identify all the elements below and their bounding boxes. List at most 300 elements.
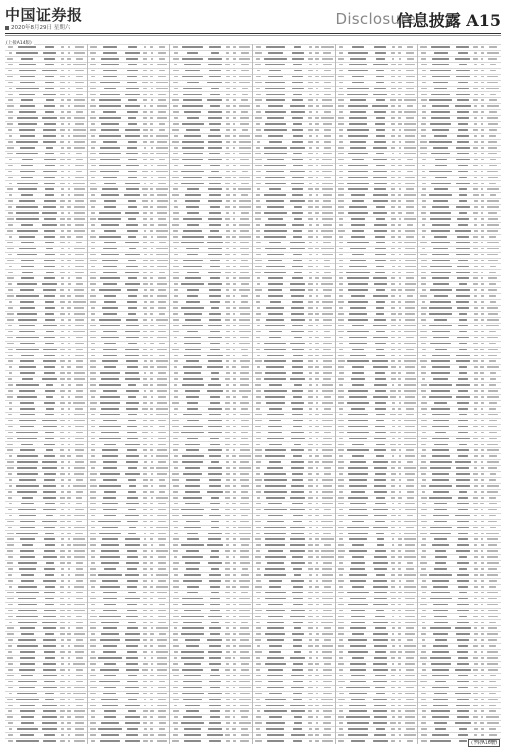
table-row xyxy=(170,596,252,597)
table-cell-text xyxy=(398,343,401,345)
table-cell-text xyxy=(456,46,469,48)
table-cell-text xyxy=(128,99,137,101)
table-cell-text xyxy=(7,277,14,279)
table-row xyxy=(88,714,170,715)
table-row xyxy=(253,341,335,342)
table-cell-text xyxy=(474,455,478,457)
table-cell-text xyxy=(7,675,14,677)
table-cell-text xyxy=(348,135,368,137)
table-cell-text xyxy=(8,360,13,362)
table-cell-text xyxy=(420,153,426,155)
table-cell-text xyxy=(473,503,478,505)
table-row xyxy=(253,382,335,383)
table-cell-text xyxy=(373,171,387,173)
table-cell-text xyxy=(348,473,368,475)
table-cell-text xyxy=(404,681,416,683)
table-cell-text xyxy=(91,141,96,143)
table-cell-text xyxy=(481,177,483,179)
table-cell-text xyxy=(373,527,389,529)
table-cell-text xyxy=(456,248,470,250)
table-cell-text xyxy=(308,550,313,552)
table-cell-text xyxy=(157,283,167,285)
table-cell-text xyxy=(350,99,365,101)
table-row xyxy=(88,74,170,75)
table-cell-text xyxy=(293,598,303,600)
table-cell-text xyxy=(150,503,153,505)
table-cell-text xyxy=(67,378,71,380)
table-row xyxy=(336,501,418,502)
table-cell-text xyxy=(143,592,147,594)
table-row xyxy=(336,163,418,164)
table-cell-text xyxy=(182,325,203,327)
table-row xyxy=(418,311,501,312)
table-cell-text xyxy=(347,183,370,185)
table-cell-text xyxy=(44,455,55,457)
table-cell-text xyxy=(432,687,449,689)
table-cell-text xyxy=(255,586,261,588)
table-row xyxy=(170,186,252,187)
table-cell-text xyxy=(339,254,344,256)
table-cell-text xyxy=(481,734,484,736)
table-cell-text xyxy=(99,236,120,238)
table-cell-text xyxy=(405,544,416,546)
table-cell-text xyxy=(8,509,12,511)
table-cell-text xyxy=(323,236,331,238)
table-cell-text xyxy=(233,230,235,232)
table-cell-text xyxy=(406,88,414,90)
table-cell-text xyxy=(44,479,55,481)
table-cell-text xyxy=(406,277,415,279)
table-cell-text xyxy=(350,645,367,647)
table-cell-text xyxy=(264,527,286,529)
table-cell-text xyxy=(226,289,229,291)
table-cell-text xyxy=(255,260,261,262)
table-cell-text xyxy=(16,384,38,386)
table-cell-text xyxy=(61,212,65,214)
table-cell-text xyxy=(151,663,153,665)
table-cell-text xyxy=(8,734,14,736)
table-cell-text xyxy=(350,669,366,671)
table-cell-text xyxy=(322,461,333,463)
table-row xyxy=(253,347,335,348)
table-cell-text xyxy=(421,509,427,511)
table-cell-text xyxy=(233,277,237,279)
table-cell-text xyxy=(226,616,229,618)
table-cell-text xyxy=(321,550,333,552)
table-cell-text xyxy=(256,200,260,202)
table-cell-text xyxy=(151,550,153,552)
table-cell-text xyxy=(103,313,116,315)
table-cell-text xyxy=(265,396,285,398)
table-cell-text xyxy=(144,533,147,535)
table-cell-text xyxy=(421,88,427,90)
table-cell-text xyxy=(481,521,484,523)
table-cell-text xyxy=(210,604,219,606)
table-cell-text xyxy=(474,610,478,612)
table-cell-text xyxy=(100,372,120,374)
table-cell-text xyxy=(8,604,14,606)
table-cell-text xyxy=(185,277,201,279)
table-row xyxy=(170,169,252,170)
table-cell-text xyxy=(75,716,84,718)
table-cell-text xyxy=(68,444,70,446)
table-cell-text xyxy=(211,509,219,511)
table-cell-text xyxy=(91,438,95,440)
table-cell-text xyxy=(159,604,166,606)
table-cell-text xyxy=(225,550,230,552)
table-cell-text xyxy=(17,183,38,185)
table-cell-text xyxy=(225,633,230,635)
table-row xyxy=(5,145,87,146)
table-cell-text xyxy=(208,337,222,339)
table-cell-text xyxy=(375,260,386,262)
table-cell-text xyxy=(308,449,312,451)
table-cell-text xyxy=(474,592,478,594)
table-cell-text xyxy=(421,728,427,730)
table-cell-text xyxy=(350,260,366,262)
table-cell-text xyxy=(207,639,222,641)
table-cell-text xyxy=(316,473,319,475)
table-cell-text xyxy=(339,343,344,345)
table-cell-text xyxy=(90,402,97,404)
table-cell-text xyxy=(474,230,478,232)
table-cell-text xyxy=(209,580,221,582)
table-cell-text xyxy=(233,461,236,463)
table-row xyxy=(336,596,418,597)
table-row xyxy=(170,691,252,692)
table-row xyxy=(170,127,252,128)
table-cell-text xyxy=(7,153,13,155)
table-cell-text xyxy=(376,455,384,457)
table-cell-text xyxy=(226,46,230,48)
table-row xyxy=(336,341,418,342)
table-cell-text xyxy=(376,610,384,612)
table-row xyxy=(336,151,418,152)
table-cell-text xyxy=(293,568,302,570)
table-cell-text xyxy=(373,710,387,712)
table-row xyxy=(253,62,335,63)
table-cell-text xyxy=(8,722,13,724)
table-cell-text xyxy=(407,479,414,481)
table-cell-text xyxy=(76,491,83,493)
table-cell-text xyxy=(308,568,312,570)
table-cell-text xyxy=(456,70,471,72)
table-row xyxy=(336,726,418,727)
table-cell-text xyxy=(67,562,71,564)
table-cell-text xyxy=(398,159,401,161)
table-cell-text xyxy=(239,645,251,647)
table-cell-text xyxy=(308,473,312,475)
table-cell-text xyxy=(173,722,178,724)
table-row xyxy=(170,323,252,324)
table-cell-text xyxy=(474,135,477,137)
table-cell-text xyxy=(182,76,203,78)
table-cell-text xyxy=(422,177,426,179)
table-cell-text xyxy=(398,194,402,196)
table-cell-text xyxy=(255,651,261,653)
table-cell-text xyxy=(350,681,366,683)
table-row xyxy=(5,590,87,591)
table-cell-text xyxy=(67,111,70,113)
table-cell-text xyxy=(323,349,331,351)
table-cell-text xyxy=(456,295,470,297)
table-cell-text xyxy=(16,337,39,339)
table-row xyxy=(5,347,87,348)
table-cell-text xyxy=(142,171,147,173)
table-row xyxy=(5,649,87,650)
table-cell-text xyxy=(349,313,368,315)
table-cell-text xyxy=(391,224,394,226)
table-row xyxy=(253,186,335,187)
table-cell-text xyxy=(156,188,168,190)
table-row xyxy=(170,263,252,264)
table-cell-text xyxy=(339,408,343,410)
table-row xyxy=(418,625,501,626)
table-cell-text xyxy=(226,283,230,285)
table-cell-text xyxy=(156,88,168,90)
table-row xyxy=(418,643,501,644)
table-cell-text xyxy=(398,331,401,333)
table-cell-text xyxy=(42,70,57,72)
table-cell-text xyxy=(373,562,388,564)
table-cell-text xyxy=(474,337,478,339)
table-cell-text xyxy=(90,366,95,368)
table-cell-text xyxy=(404,129,416,131)
table-cell-text xyxy=(315,550,319,552)
table-cell-text xyxy=(406,117,414,119)
table-row xyxy=(88,679,170,680)
table-cell-text xyxy=(323,485,332,487)
table-cell-text xyxy=(256,147,260,149)
table-cell-text xyxy=(67,147,70,149)
table-cell-text xyxy=(226,331,230,333)
table-cell-text xyxy=(240,461,249,463)
table-cell-text xyxy=(128,467,137,469)
table-row xyxy=(5,97,87,98)
table-cell-text xyxy=(350,111,366,113)
table-row xyxy=(170,204,252,205)
table-cell-text xyxy=(225,497,230,499)
table-row xyxy=(5,287,87,288)
table-cell-text xyxy=(265,248,286,250)
table-cell-text xyxy=(322,254,333,256)
table-row xyxy=(88,489,170,490)
table-cell-text xyxy=(173,218,179,220)
table-cell-text xyxy=(350,147,365,149)
table-cell-text xyxy=(233,325,236,327)
table-cell-text xyxy=(457,153,468,155)
table-cell-text xyxy=(90,171,96,173)
table-cell-text xyxy=(315,129,319,131)
table-cell-text xyxy=(316,627,319,629)
continued-to-label: (下转A16版) xyxy=(468,739,500,747)
table-cell-text xyxy=(20,657,36,659)
table-row xyxy=(5,471,87,472)
listing-column xyxy=(253,44,336,744)
table-cell-text xyxy=(60,117,65,119)
table-cell-text xyxy=(309,699,312,701)
table-cell-text xyxy=(103,141,117,143)
table-cell-text xyxy=(225,592,230,594)
table-cell-text xyxy=(157,337,166,339)
table-cell-text xyxy=(315,455,319,457)
table-cell-text xyxy=(269,384,282,386)
table-cell-text xyxy=(266,46,285,48)
table-cell-text xyxy=(143,467,146,469)
table-cell-text xyxy=(405,455,416,457)
table-row xyxy=(418,115,501,116)
table-cell-text xyxy=(398,325,401,327)
table-cell-text xyxy=(487,491,498,493)
table-cell-text xyxy=(226,396,230,398)
table-cell-text xyxy=(128,64,137,66)
table-cell-text xyxy=(60,503,65,505)
table-cell-text xyxy=(291,467,304,469)
table-cell-text xyxy=(74,372,86,374)
table-cell-text xyxy=(233,319,237,321)
table-cell-text xyxy=(338,444,344,446)
table-row xyxy=(418,495,501,496)
table-row xyxy=(5,222,87,223)
table-cell-text xyxy=(143,610,147,612)
table-cell-text xyxy=(487,52,499,54)
table-cell-text xyxy=(99,426,120,428)
table-row xyxy=(336,631,418,632)
table-cell-text xyxy=(308,266,313,268)
table-cell-text xyxy=(404,99,415,101)
table-cell-text xyxy=(422,503,426,505)
table-cell-text xyxy=(474,153,477,155)
table-cell-text xyxy=(256,349,260,351)
table-cell-text xyxy=(239,598,250,600)
table-cell-text xyxy=(392,645,395,647)
table-cell-text xyxy=(233,260,236,262)
table-row xyxy=(5,679,87,680)
table-cell-text xyxy=(76,497,82,499)
table-cell-text xyxy=(44,372,55,374)
table-cell-text xyxy=(233,313,235,315)
table-row xyxy=(336,376,418,377)
table-cell-text xyxy=(486,88,499,90)
table-cell-text xyxy=(265,372,286,374)
table-cell-text xyxy=(125,705,140,707)
table-cell-text xyxy=(322,633,333,635)
table-cell-text xyxy=(209,722,221,724)
table-cell-text xyxy=(348,515,368,517)
table-cell-text xyxy=(225,135,230,137)
table-cell-text xyxy=(456,272,470,274)
table-cell-text xyxy=(75,123,83,125)
table-cell-text xyxy=(20,414,35,416)
table-cell-text xyxy=(391,556,395,558)
table-row xyxy=(336,465,418,466)
table-cell-text xyxy=(398,123,402,125)
table-cell-text xyxy=(316,236,319,238)
table-cell-text xyxy=(456,485,469,487)
table-cell-text xyxy=(185,485,201,487)
table-cell-text xyxy=(68,527,71,529)
table-cell-text xyxy=(186,550,199,552)
table-cell-text xyxy=(241,420,249,422)
table-cell-text xyxy=(233,521,236,523)
table-cell-text xyxy=(324,337,332,339)
table-cell-text xyxy=(488,390,498,392)
table-cell-text xyxy=(174,728,178,730)
table-cell-text xyxy=(240,479,249,481)
table-row xyxy=(253,548,335,549)
table-cell-text xyxy=(60,200,65,202)
table-row xyxy=(336,536,418,537)
table-cell-text xyxy=(104,200,116,202)
table-row xyxy=(418,667,501,668)
table-cell-text xyxy=(316,722,318,724)
table-cell-text xyxy=(20,627,35,629)
table-cell-text xyxy=(266,402,285,404)
table-cell-text xyxy=(174,527,178,529)
table-cell-text xyxy=(399,509,401,511)
table-cell-text xyxy=(256,183,262,185)
table-cell-text xyxy=(151,236,153,238)
table-cell-text xyxy=(480,503,484,505)
table-cell-text xyxy=(474,580,477,582)
table-cell-text xyxy=(459,740,468,742)
table-row xyxy=(253,86,335,87)
table-cell-text xyxy=(174,165,178,167)
table-cell-text xyxy=(61,147,64,149)
table-cell-text xyxy=(240,503,249,505)
table-cell-text xyxy=(182,598,204,600)
table-cell-text xyxy=(185,639,200,641)
table-cell-text xyxy=(316,360,319,362)
table-cell-text xyxy=(18,681,37,683)
table-cell-text xyxy=(339,455,343,457)
table-cell-text xyxy=(349,509,367,511)
table-cell-text xyxy=(150,194,154,196)
table-cell-text xyxy=(239,141,251,143)
table-cell-text xyxy=(174,681,178,683)
table-cell-text xyxy=(435,550,446,552)
table-cell-text xyxy=(264,473,286,475)
table-cell-text xyxy=(183,88,202,90)
table-cell-text xyxy=(398,420,401,422)
table-cell-text xyxy=(233,111,236,113)
table-cell-text xyxy=(268,135,282,137)
table-row xyxy=(418,637,501,638)
table-cell-text xyxy=(315,538,319,540)
table-cell-text xyxy=(433,337,449,339)
table-cell-text xyxy=(474,266,478,268)
table-row xyxy=(5,68,87,69)
table-cell-text xyxy=(60,159,65,161)
table-cell-text xyxy=(339,248,343,250)
table-cell-text xyxy=(422,111,426,113)
table-row xyxy=(253,679,335,680)
table-cell-text xyxy=(91,449,95,451)
table-cell-text xyxy=(391,622,395,624)
table-cell-text xyxy=(324,467,331,469)
table-cell-text xyxy=(91,467,95,469)
table-cell-text xyxy=(187,289,199,291)
table-cell-text xyxy=(143,716,147,718)
table-cell-text xyxy=(226,159,229,161)
table-cell-text xyxy=(399,645,401,647)
table-cell-text xyxy=(398,177,401,179)
table-cell-text xyxy=(76,669,83,671)
table-cell-text xyxy=(103,70,117,72)
table-cell-text xyxy=(421,52,426,54)
table-cell-text xyxy=(225,378,230,380)
table-cell-text xyxy=(45,165,55,167)
